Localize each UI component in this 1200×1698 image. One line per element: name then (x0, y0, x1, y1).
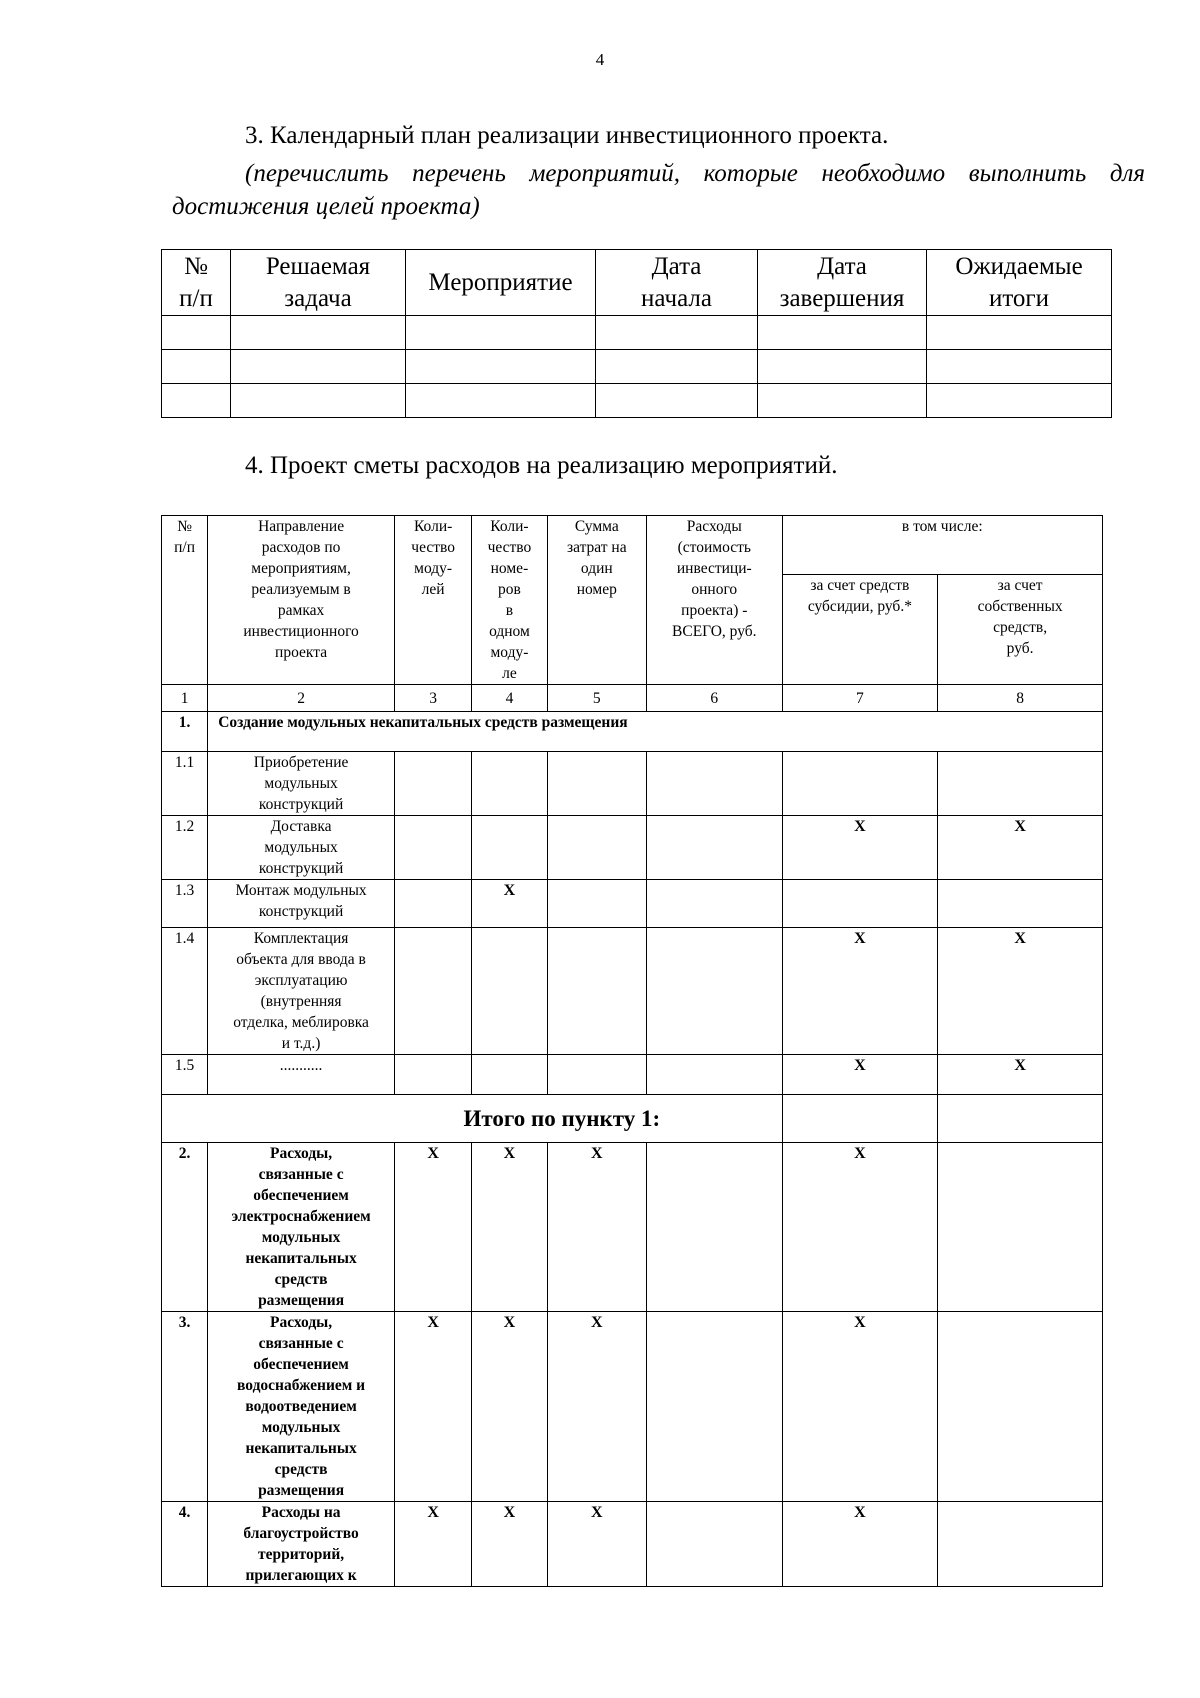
empty-cell[interactable] (596, 350, 758, 384)
budget-section-2-row (162, 1143, 1103, 1312)
x-mark: X (782, 1143, 938, 1312)
row-number: 1.1 (162, 752, 208, 816)
column-index: 1 (162, 685, 208, 712)
budget-header-row (162, 516, 1103, 575)
empty-cell[interactable] (938, 1312, 1103, 1502)
empty-cell[interactable] (927, 384, 1112, 418)
row-number: 4. (162, 1502, 208, 1587)
budget-header-total: Расходы (стоимость инвестици- онного проекта) - ВСЕГО, руб. (647, 516, 783, 685)
x-mark: X (782, 1055, 938, 1095)
column-index: 3 (394, 685, 471, 712)
row-name: Расходы на благоустройство территорий, прилегающих к (208, 1502, 395, 1587)
x-mark: X (938, 816, 1103, 880)
row-number: 2. (162, 1143, 208, 1312)
calendar-empty-row (162, 350, 1112, 384)
empty-cell[interactable] (647, 1502, 783, 1587)
empty-cell[interactable] (647, 816, 783, 880)
calendar-empty-row (162, 384, 1112, 418)
budget-header-direction: Направление расходов по мероприятиям, реализуемым в рамках инвестиционного проекта (208, 516, 395, 685)
x-mark: X (782, 1502, 938, 1587)
section-1-title: Создание модульных некапитальных средств размещения (208, 712, 1103, 752)
x-mark: X (472, 1312, 547, 1502)
empty-cell[interactable] (938, 752, 1103, 816)
calendar-header-results: Ожидаемые итоги (927, 250, 1112, 316)
budget-section-4-row (162, 1502, 1103, 1587)
empty-cell[interactable] (547, 1055, 646, 1095)
budget-row-1-4 (162, 928, 1103, 1055)
row-name: Расходы, связанные с обеспечением электроснабжением модульных некапитальных средств размещения (208, 1143, 395, 1312)
x-mark: X (394, 1312, 471, 1502)
empty-cell[interactable] (927, 350, 1112, 384)
empty-cell[interactable] (938, 1502, 1103, 1587)
empty-cell[interactable] (596, 316, 758, 350)
empty-cell[interactable] (231, 316, 406, 350)
budget-total-row (162, 1095, 1103, 1143)
empty-cell[interactable] (472, 752, 547, 816)
calendar-plan-table (161, 249, 1112, 418)
calendar-header-end: Дата завершения (758, 250, 927, 316)
x-mark: X (782, 928, 938, 1055)
x-mark: X (394, 1143, 471, 1312)
empty-cell[interactable] (547, 752, 646, 816)
x-mark: X (782, 816, 938, 880)
empty-cell[interactable] (162, 384, 231, 418)
x-mark: X (547, 1312, 646, 1502)
column-index: 6 (647, 685, 783, 712)
column-index: 8 (938, 685, 1103, 712)
empty-cell[interactable] (758, 384, 927, 418)
empty-cell[interactable] (394, 928, 471, 1055)
calendar-header-start: Дата начала (596, 250, 758, 316)
x-mark: X (938, 928, 1103, 1055)
empty-cell[interactable] (394, 816, 471, 880)
empty-cell[interactable] (938, 1095, 1103, 1143)
calendar-header-activity: Мероприятие (406, 250, 596, 316)
empty-cell[interactable] (162, 316, 231, 350)
empty-cell[interactable] (782, 880, 938, 928)
empty-cell[interactable] (547, 928, 646, 1055)
empty-cell[interactable] (647, 928, 783, 1055)
page-number: 4 (595, 50, 605, 69)
empty-cell[interactable] (394, 880, 471, 928)
section-3-title: 3. Календарный план реализации инвестиционного проекта. (245, 122, 889, 149)
column-index: 5 (547, 685, 646, 712)
empty-cell[interactable] (647, 880, 783, 928)
column-index: 7 (782, 685, 938, 712)
budget-column-index-row (162, 685, 1103, 712)
budget-header-cost-per-room: Сумма затрат на один номер (547, 516, 646, 685)
row-number: 1.4 (162, 928, 208, 1055)
empty-cell[interactable] (394, 752, 471, 816)
row-number: 3. (162, 1312, 208, 1502)
section-3-note: (перечислить перечень мероприятий, которые необходимо выполнить для достижения целей проекта) (172, 160, 1145, 220)
empty-cell[interactable] (394, 1055, 471, 1095)
x-mark: X (472, 880, 547, 928)
budget-header-own-funds: за счет собственных средств, руб. (938, 575, 1103, 685)
row-number: 1.3 (162, 880, 208, 928)
budget-row-1-2 (162, 816, 1103, 880)
budget-row-1-1 (162, 752, 1103, 816)
empty-cell[interactable] (472, 816, 547, 880)
empty-cell[interactable] (782, 752, 938, 816)
empty-cell[interactable] (162, 350, 231, 384)
row-number: 1. (162, 712, 208, 752)
budget-row-1-3 (162, 880, 1103, 928)
row-name: Приобретение модульных конструкций (208, 752, 395, 816)
empty-cell[interactable] (472, 928, 547, 1055)
x-mark: X (547, 1502, 646, 1587)
x-mark: X (472, 1143, 547, 1312)
x-mark: X (394, 1502, 471, 1587)
total-label: Итого по пункту 1: (162, 1095, 783, 1143)
row-number: 1.5 (162, 1055, 208, 1095)
empty-cell[interactable] (647, 1055, 783, 1095)
x-mark: X (782, 1312, 938, 1502)
calendar-header-task: Решаемая задача (231, 250, 406, 316)
empty-cell[interactable] (596, 384, 758, 418)
empty-cell[interactable] (647, 1312, 783, 1502)
empty-cell[interactable] (647, 752, 783, 816)
budget-header-including: в том числе: (782, 516, 1102, 575)
column-index: 4 (472, 685, 547, 712)
budget-estimate-table (161, 515, 1103, 1587)
row-name: Монтаж модульных конструкций (208, 880, 395, 928)
calendar-header-row (162, 250, 1112, 316)
empty-cell[interactable] (927, 316, 1112, 350)
empty-cell[interactable] (406, 350, 596, 384)
empty-cell[interactable] (782, 1095, 938, 1143)
x-mark: X (938, 1055, 1103, 1095)
budget-header-num: № п/п (162, 516, 208, 685)
row-name: Комплектация объекта для ввода в эксплуатацию (внутренняя отделка, меблировка и т.д.) (208, 928, 395, 1055)
calendar-empty-row (162, 316, 1112, 350)
empty-cell[interactable] (406, 316, 596, 350)
row-number: 1.2 (162, 816, 208, 880)
row-name: ........... (208, 1055, 395, 1095)
budget-header-rooms: Коли- чество номе- ров в одном моду- ле (472, 516, 547, 685)
budget-header-modules: Коли- чество моду- лей (394, 516, 471, 685)
budget-section-1-row (162, 712, 1103, 752)
empty-cell[interactable] (547, 816, 646, 880)
x-mark: X (547, 1143, 646, 1312)
empty-cell[interactable] (231, 384, 406, 418)
column-index: 2 (208, 685, 395, 712)
empty-cell[interactable] (547, 880, 646, 928)
budget-header-subsidy: за счет средств субсидии, руб.* (782, 575, 938, 685)
empty-cell[interactable] (758, 350, 927, 384)
empty-cell[interactable] (938, 1143, 1103, 1312)
row-name: Доставка модульных конструкций (208, 816, 395, 880)
empty-cell[interactable] (758, 316, 927, 350)
calendar-header-num: № п/п (162, 250, 231, 316)
row-name: Расходы, связанные с обеспечением водоснабжением и водоотведением модульных некапитальных средств размещения (208, 1312, 395, 1502)
empty-cell[interactable] (231, 350, 406, 384)
budget-row-1-5 (162, 1055, 1103, 1095)
budget-section-3-row (162, 1312, 1103, 1502)
empty-cell[interactable] (472, 1055, 547, 1095)
empty-cell[interactable] (406, 384, 596, 418)
section-4-title: 4. Проект сметы расходов на реализацию мероприятий. (245, 452, 838, 479)
empty-cell[interactable] (938, 880, 1103, 928)
empty-cell[interactable] (647, 1143, 783, 1312)
x-mark: X (472, 1502, 547, 1587)
